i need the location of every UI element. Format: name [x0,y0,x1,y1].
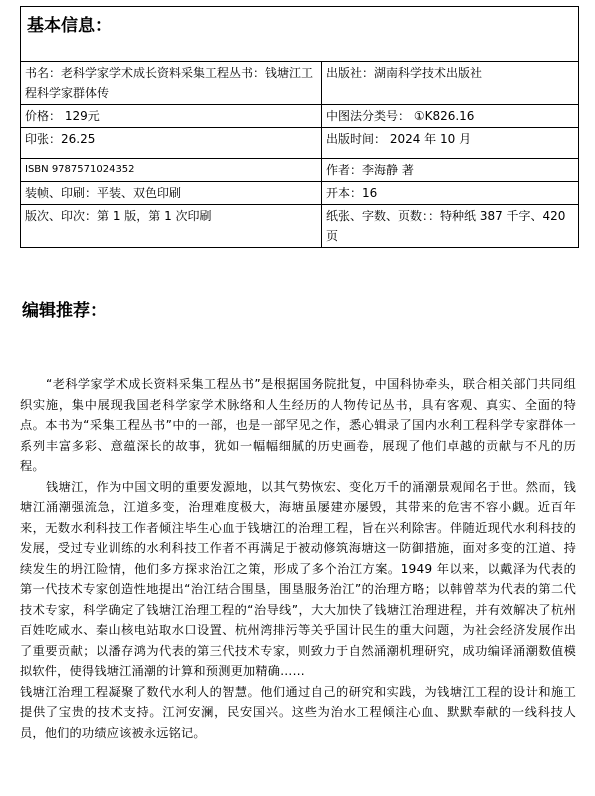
recommendation-paragraph-3: 钱塘江治理工程凝聚了数代水利人的智慧。他们通过自己的研究和实践，为钱塘江工程的设计和施工提供了宝贵的技术支持。江河安澜，民安国兴。这些为治水工程倾注心血、默默奉献的一线科技人员，他们的功绩应该被永远铭记。 [20,684,576,740]
basic-info-heading: 基本信息： [21,7,579,62]
recommendation-body [20,374,576,743]
price: 价格： 129元 [21,105,322,128]
edition-printing: 版次、印次：第 1 版，第 1 次印刷 [21,205,322,248]
isbn: ISBN 9787571024352 [21,159,322,182]
classification-number: 中图法分类号： ①K826.16 [322,105,579,128]
basic-info-table [20,6,579,248]
publisher: 出版社：湖南科学技术出版社 [322,62,579,105]
printed-sheets: 印张：26.25 [21,128,322,159]
book-title: 书名：老科学家学术成长资料采集工程丛书：钱塘江工程科学家群体传 [21,62,322,105]
recommendation-paragraph-1: “老科学家学术成长资料采集工程丛书”是根据国务院批复，中国科协牵头，联合相关部门共同组织实施，集中展现我国老科学家学术脉络和人生经历的人物传记丛书，具有客观、真实、全面的特点。本书为“采集工程丛书”中的一部，也是一部罕见之作，悉心辑录了国内水利工程科学专家群体一系列丰富多彩、意蕴深长的故事，犹如一幅幅细腻的历史画卷，展现了他们卓越的贡献与不凡的历程。 [20,377,576,473]
book-format: 开本：16 [322,182,579,205]
paper-words-pages: 纸张、字数、页数：：特种纸 387 千字、420页 [322,205,579,248]
binding-printing: 装帧、印刷：平装、双色印刷 [21,182,322,205]
recommendation-heading: 编辑推荐： [22,301,107,321]
author: 作者：李海静 著 [322,159,579,182]
publication-date: 出版时间： 2024 年 10 月 [322,128,579,159]
recommendation-paragraph-2: 钱塘江，作为中国文明的重要发源地，以其气势恢宏、变化万千的涌潮景观闻名于世。然而，钱塘江涌潮强流急，江道多变，治理难度极大，海塘虽屡建亦屡毁，其带来的危害不容小觑。近百年来，无数水利科技工作者倾注毕生心血于钱塘江的治理工程，旨在兴利除害。伴随近现代水利科技的发展，受过专业训练的水利科技工作者不再满足于被动修筑海塘这一防御措施，面对多变的江道、持续发生的坍江险情，他们多方探求治江之策，形成了多个治江方案。1949 年以来，以戴泽为代表的第一代技术专家创造性地提出“治江结合围垦，围垦服务治江”的治理方略；以韩曾萃为代表的第二代技术专家，科学确定了钱塘江治理工程的“治导线”，大大加快了钱塘江治理进程，并有效解决了杭州百姓吃咸水、秦山核电站取水口设置、杭州湾排污等关乎国计民生的重大问题，为社会经济发展作出了重要贡献；以潘存鸿为代表的第三代技术专家，则致力于自然涌潮机理研究，成功编译涌潮数值模拟软件，使得钱塘江涌潮的计算和预测更加精确…… [20,479,576,678]
